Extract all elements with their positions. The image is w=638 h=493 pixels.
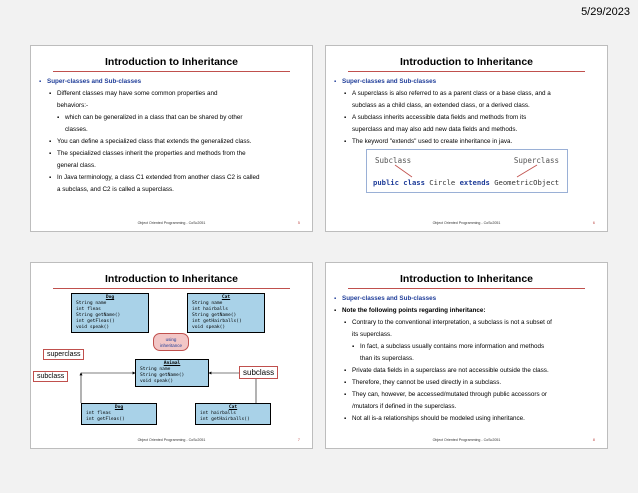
class-member: int hairballs xyxy=(200,411,236,416)
bullet-icon: ▪ xyxy=(49,151,52,157)
bullet-text: superclass and may also add new data fields and methods. xyxy=(352,126,518,133)
bullet-line xyxy=(334,377,599,389)
using-inheritance-bubble: using inheritance xyxy=(153,333,189,351)
slide-body xyxy=(334,76,599,148)
bullet-line xyxy=(39,160,304,172)
bullet-line xyxy=(334,136,599,148)
bullet-icon: ▪ xyxy=(49,175,52,181)
bullet-line xyxy=(334,112,599,124)
code-example xyxy=(366,149,568,193)
subclass-tag-right: subclass xyxy=(239,366,278,379)
class-member: int getFleas() xyxy=(76,319,115,324)
bullet-text: They can, however, be accessed/mutated through public accessors or xyxy=(352,391,547,398)
class-members xyxy=(200,411,266,423)
code-extends: extends xyxy=(459,178,490,187)
bullet-line xyxy=(39,148,304,160)
code-superclass: GeometricObject xyxy=(494,178,560,187)
bullet-line xyxy=(39,88,304,100)
bullet-icon: ▪ xyxy=(344,392,347,398)
superclass-label: Superclass xyxy=(513,156,559,165)
class-member: int hairballs xyxy=(192,307,228,312)
title-rule xyxy=(53,71,290,72)
slide-body xyxy=(334,293,599,425)
bullet-text: Private data fields in a superclass are not accessible outside the class. xyxy=(352,367,549,374)
title-rule xyxy=(348,288,585,289)
class-member: String name xyxy=(140,367,171,372)
bullet-text: general class. xyxy=(57,162,96,169)
slide-body xyxy=(39,76,304,196)
class-member: int getHairballs() xyxy=(200,417,250,422)
class-member: int getHairballs() xyxy=(192,319,242,324)
bullet-line xyxy=(39,136,304,148)
bullet-text: Note the following points regarding inheritance: xyxy=(342,307,486,314)
bullet-text: Not all is-a relationships should be modeled using inheritance. xyxy=(352,415,525,422)
bullet-text: its superclass. xyxy=(352,331,392,338)
bullet-line xyxy=(334,100,599,112)
slide-7[interactable] xyxy=(30,262,313,449)
bullet-icon: ▪ xyxy=(49,139,52,145)
bullet-icon: ▪ xyxy=(49,91,52,97)
slide-8[interactable] xyxy=(325,262,608,449)
bullet-text: a subclass, and C2 is called a superclass. xyxy=(57,186,174,193)
animal-class xyxy=(135,359,209,387)
slide-footer: Object Oriented Programming - CoSc2051 xyxy=(432,438,501,442)
class-member: String name xyxy=(192,301,223,306)
class-members xyxy=(192,301,260,331)
class-member: void speak() xyxy=(140,379,174,384)
bullet-icon: ▪ xyxy=(344,91,347,97)
class-member: String getName() xyxy=(192,313,237,318)
class-name: Dog xyxy=(114,405,124,410)
bullet-icon: ▪ xyxy=(352,344,355,350)
dog-class-bottom xyxy=(81,403,157,425)
bullet-icon: ▪ xyxy=(344,115,347,121)
class-name: Dog xyxy=(105,295,115,300)
bullet-line xyxy=(39,100,304,112)
bullet-text: A subclass inherits accessible data fields and methods from its xyxy=(352,114,527,121)
class-member: String getName() xyxy=(76,313,121,318)
code-keyword: public class xyxy=(373,178,425,187)
slide-footer: Object Oriented Programming - CoSc2051 xyxy=(137,438,206,442)
bullet-text: /mutators if defined in the superclass. xyxy=(352,403,457,410)
bullet-text: Super-classes and Sub-classes xyxy=(342,295,437,302)
bullet-icon: ▪ xyxy=(39,79,42,85)
dog-class-top xyxy=(71,293,149,333)
slide-6[interactable] xyxy=(325,45,608,232)
bullet-text: You can define a specialized class that extends the generalized class. xyxy=(57,138,252,145)
bullet-icon: ▪ xyxy=(344,139,347,145)
code-subclass: Circle xyxy=(429,178,456,187)
class-member: String getName() xyxy=(140,373,185,378)
class-name: Cat xyxy=(228,405,238,410)
slide-title: Introduction to Inheritance xyxy=(400,56,533,68)
bullet-text: In fact, a subclass usually contains more information and methods xyxy=(360,343,545,350)
bullet-line xyxy=(39,112,304,124)
slide-5[interactable] xyxy=(30,45,313,232)
slide-footer: Object Oriented Programming - CoSc2051 xyxy=(137,221,206,225)
bullet-text: which can be generalized in a class that can be shared by other xyxy=(65,114,243,121)
cat-class-bottom xyxy=(195,403,271,425)
class-member: int fleas xyxy=(86,411,111,416)
bullet-text: In Java terminology, a class C1 extended from another class C2 is called xyxy=(57,174,260,181)
bullet-text: Different classes may have some common properties and xyxy=(57,90,218,97)
bullet-line xyxy=(334,413,599,425)
page-number: 7 xyxy=(297,437,300,442)
bullet-text: The keyword "extends" used to create inheritance in java. xyxy=(352,138,513,145)
class-member: void speak() xyxy=(192,325,226,330)
superclass-tag: superclass xyxy=(43,349,84,360)
bullet-line xyxy=(39,184,304,196)
date-label: 5/29/2023 xyxy=(581,6,630,18)
bullet-line xyxy=(334,293,599,305)
bullet-line xyxy=(334,401,599,413)
bullet-text: Super-classes and Sub-classes xyxy=(47,78,142,85)
class-members xyxy=(86,411,152,423)
page-number: 8 xyxy=(592,437,595,442)
slide-footer: Object Oriented Programming - CoSc2051 xyxy=(432,221,501,225)
bullet-icon: ▪ xyxy=(334,79,337,85)
bullet-text: The specialized classes inherit the properties and methods from the xyxy=(57,150,246,157)
bullet-line xyxy=(334,88,599,100)
class-name: Animal xyxy=(163,361,181,366)
bullet-text: subclass as a child class, an extended class, or a derived class. xyxy=(352,102,530,109)
bullet-line xyxy=(334,317,599,329)
class-member: String name xyxy=(76,301,107,306)
bullet-text: classes. xyxy=(65,126,88,133)
bullet-line xyxy=(334,124,599,136)
class-member: void speak() xyxy=(76,325,110,330)
class-members xyxy=(76,301,144,331)
bullet-text: Super-classes and Sub-classes xyxy=(342,78,437,85)
bullet-icon: ▪ xyxy=(334,296,337,302)
bullet-icon: ▪ xyxy=(344,368,347,374)
bullet-text: than its superclass. xyxy=(360,355,414,362)
bullet-line xyxy=(334,353,599,365)
bullet-line xyxy=(334,305,599,317)
slide-title: Introduction to Inheritance xyxy=(400,273,533,285)
class-members xyxy=(140,367,204,385)
class-member: int getFleas() xyxy=(86,417,125,422)
subclass-tag-left: subclass xyxy=(33,371,68,382)
class-member: int fleas xyxy=(76,307,101,312)
code-line xyxy=(373,178,559,187)
bullet-line xyxy=(334,389,599,401)
slide-title: Introduction to Inheritance xyxy=(105,273,238,285)
bullet-line xyxy=(334,329,599,341)
class-name: Cat xyxy=(221,295,231,300)
bullet-line xyxy=(39,76,304,88)
bullet-line xyxy=(334,76,599,88)
bullet-icon: ▪ xyxy=(334,308,337,314)
bullet-icon: ▪ xyxy=(344,320,347,326)
bullet-line xyxy=(334,365,599,377)
bullet-line xyxy=(334,341,599,353)
bullet-text: Therefore, they cannot be used directly in a subclass. xyxy=(352,379,502,386)
bullet-line xyxy=(39,172,304,184)
title-rule xyxy=(348,71,585,72)
bullet-text: Contrary to the conventional interpretation, a subclass is not a subset of xyxy=(352,319,552,326)
bullet-icon: ▪ xyxy=(57,115,60,121)
subclass-arrow xyxy=(395,165,412,177)
subclass-label: Subclass xyxy=(375,156,412,165)
bullet-line xyxy=(39,124,304,136)
bullet-text: behaviors:- xyxy=(57,102,89,109)
cat-class-top xyxy=(187,293,265,333)
page-number: 6 xyxy=(592,220,595,225)
slide-title: Introduction to Inheritance xyxy=(105,56,238,68)
page-number: 5 xyxy=(297,220,300,225)
bullet-text: A superclass is also referred to as a parent class or a base class, and a xyxy=(352,90,551,97)
bullet-icon: ▪ xyxy=(344,380,347,386)
superclass-arrow xyxy=(517,165,537,177)
bullet-icon: ▪ xyxy=(344,416,347,422)
